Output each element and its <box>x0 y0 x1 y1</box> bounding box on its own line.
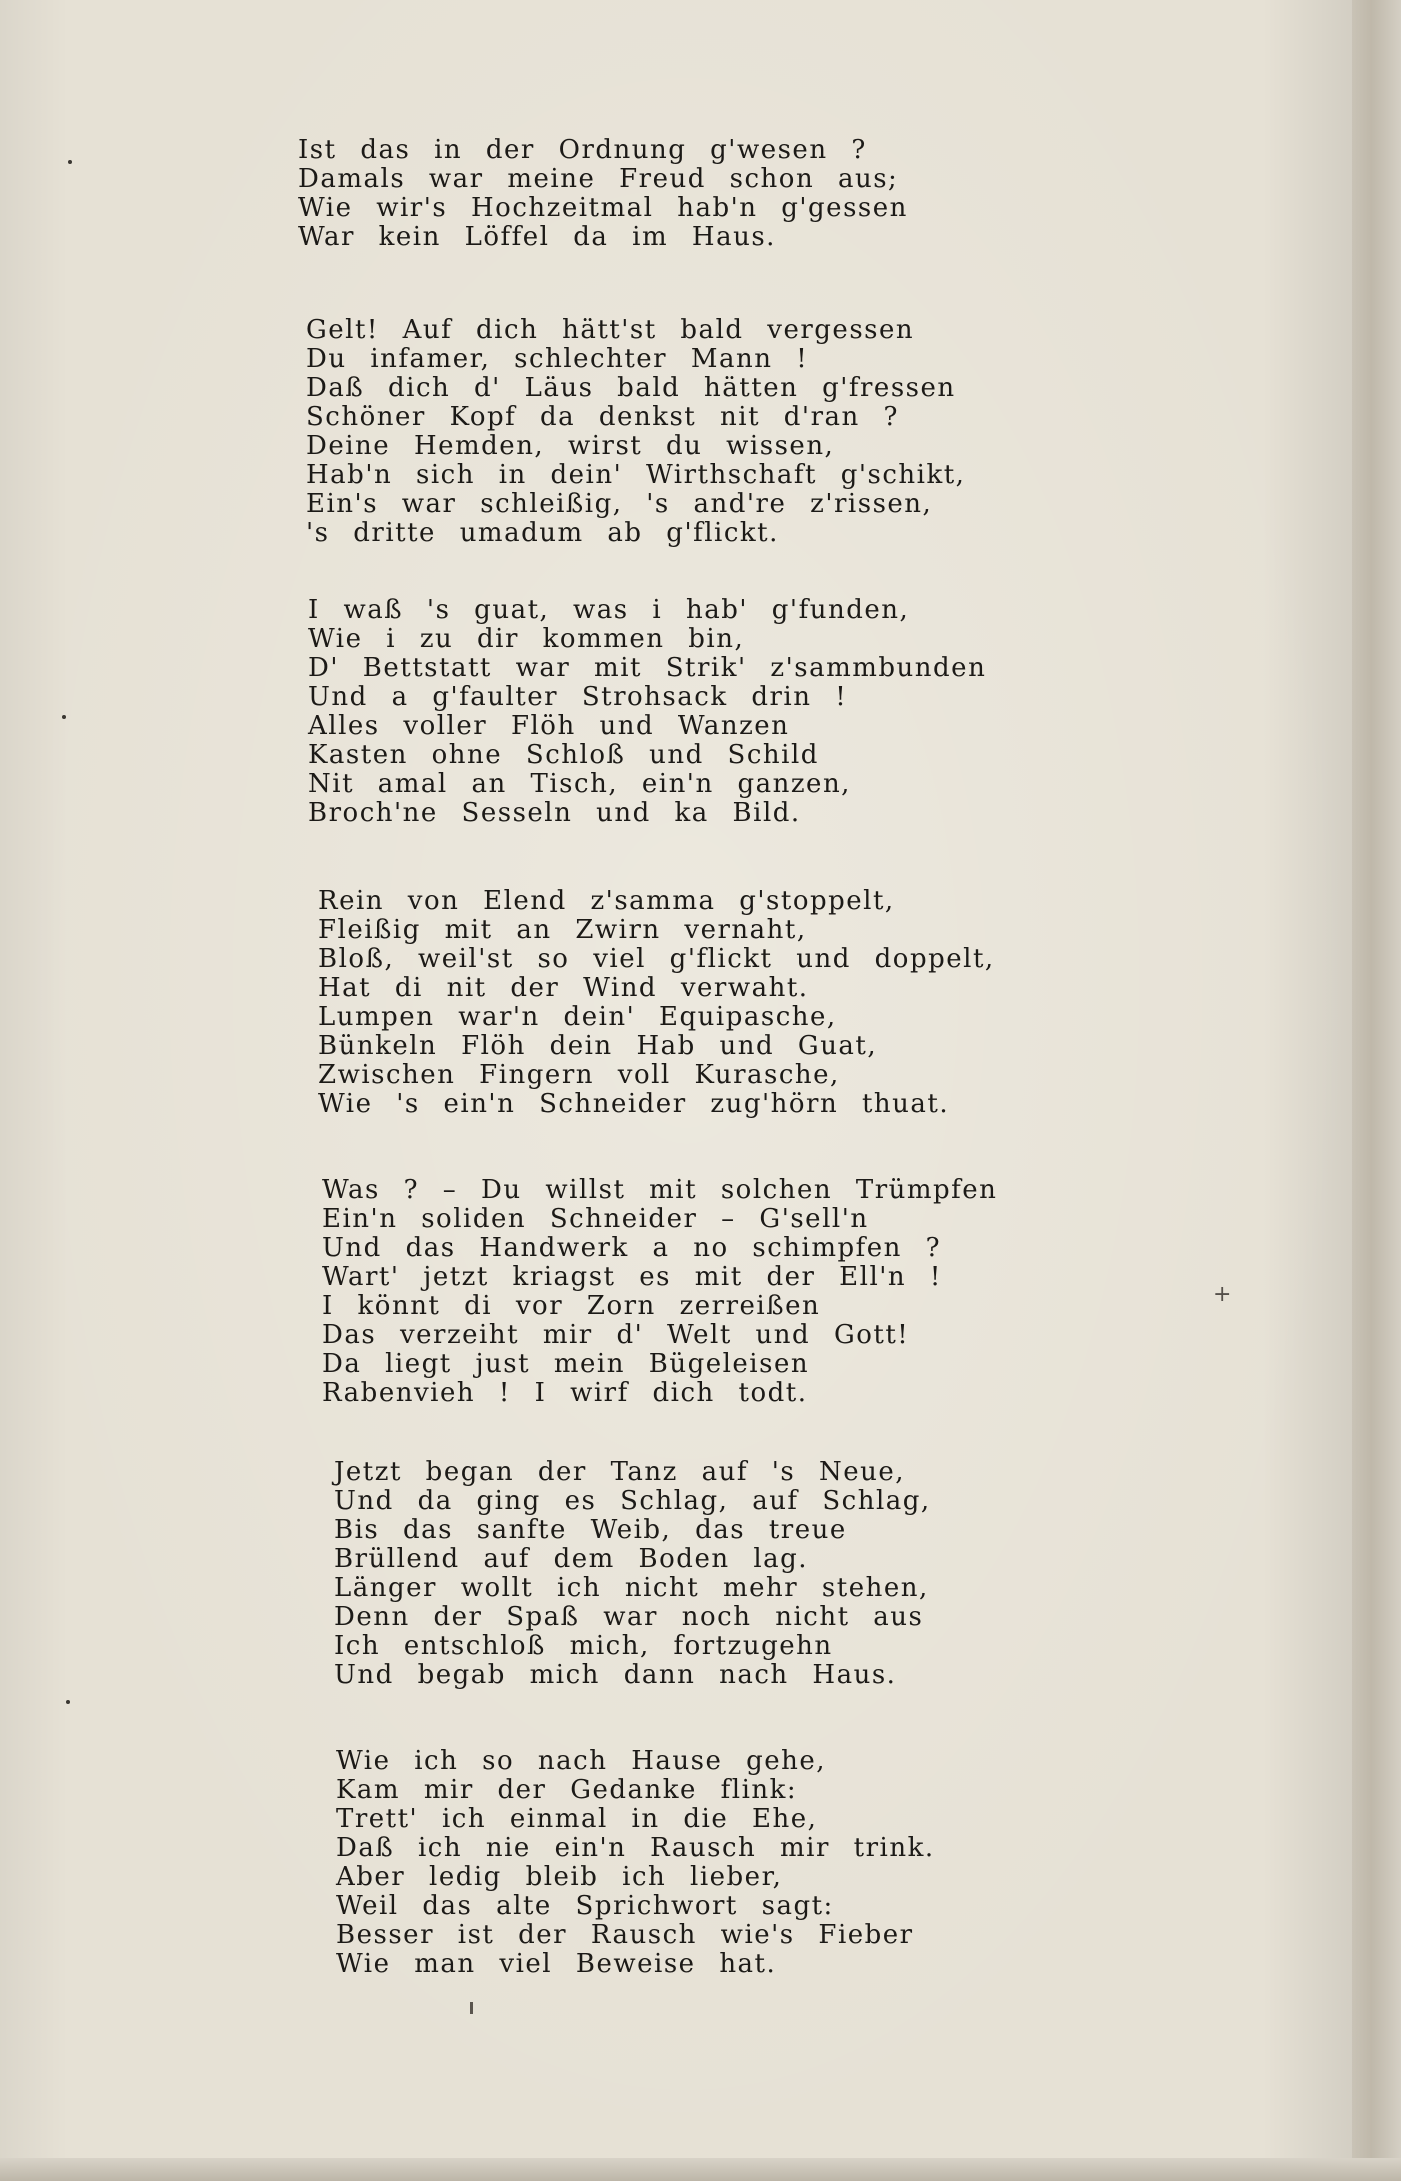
verse-line: Bloß, weil'st so viel g'flickt und doppelt, <box>318 944 995 974</box>
verse-line: Rabenvieh ! I wirf dich todt. <box>322 1378 808 1408</box>
verse-line: Länger wollt ich nicht mehr stehen, <box>334 1573 929 1603</box>
verse-line: Kasten ohne Schloß und Schild <box>308 740 819 770</box>
verse-line: Zwischen Fingern voll Kurasche, <box>318 1060 840 1090</box>
verse-line: Weil das alte Sprichwort sagt: <box>336 1891 834 1921</box>
stanza-1 <box>298 136 1058 252</box>
verse-line: Denn der Spaß war noch nicht aus <box>334 1602 924 1632</box>
verse-line: War kein Löffel da im Haus. <box>298 222 776 252</box>
verse-line: Daß ich nie ein'n Rausch mir trink. <box>336 1833 935 1863</box>
verse-line: Jetzt began der Tanz auf 's Neue, <box>334 1457 906 1487</box>
verse-line: Ich entschloß mich, fortzugehn <box>334 1631 833 1661</box>
verse-line: Das verzeiht mir d' Welt und Gott! <box>322 1320 910 1350</box>
registration-mark: + <box>1213 1282 1232 1307</box>
verse-line: Hab'n sich in dein' Wirthschaft g'schikt, <box>306 460 966 490</box>
verse-line: Alles voller Flöh und Wanzen <box>308 711 790 741</box>
verse-line: Schöner Kopf da denkst nit d'ran ? <box>306 402 899 432</box>
stanza-4 <box>318 887 1078 1119</box>
verse-line: Ein'n soliden Schneider – G'sell'n <box>322 1204 869 1234</box>
stanza-6 <box>334 1458 1094 1690</box>
stanza-5 <box>322 1176 1082 1408</box>
verse-line: Bünkeln Flöh dein Hab und Guat, <box>318 1031 878 1061</box>
verse-line: Aber ledig bleib ich lieber, <box>336 1862 783 1892</box>
verse-line: Du infamer, schlechter Mann ! <box>306 344 809 374</box>
verse-line: Deine Hemden, wirst du wissen, <box>306 431 835 461</box>
verse-line: I waß 's guat, was i hab' g'funden, <box>308 595 910 625</box>
verse-line: Hat di nit der Wind verwaht. <box>318 973 809 1003</box>
verse-line: Was ? – Du willst mit solchen Trümpfen <box>322 1175 998 1205</box>
verse-line: D' Bettstatt war mit Strik' z'sammbunden <box>308 653 987 683</box>
verse-line: Wie ich so nach Hause gehe, <box>336 1746 827 1776</box>
stanza-3 <box>308 596 1068 828</box>
verse-line: Wie man viel Beweise hat. <box>336 1949 777 1979</box>
verse-line: Bis das sanfte Weib, das treue <box>334 1515 847 1545</box>
verse-line: Und das Handwerk a no schimpfen ? <box>322 1233 942 1263</box>
verse-line: Trett' ich einmal in die Ehe, <box>336 1804 818 1834</box>
verse-line: Daß dich d' Läus bald hätten g'fressen <box>306 373 956 403</box>
verse-line: Wart' jetzt kriagst es mit der Ell'n ! <box>322 1262 942 1292</box>
verse-line: Wie 's ein'n Schneider zug'hörn thuat. <box>318 1089 950 1119</box>
verse-line: Wie wir's Hochzeitmal hab'n g'gessen <box>298 193 908 223</box>
verse-line: 's dritte umadum ab g'flickt. <box>306 518 779 548</box>
verse-line: Nit amal an Tisch, ein'n ganzen, <box>308 769 851 799</box>
verse-line: Gelt! Auf dich hätt'st bald vergessen <box>306 315 915 345</box>
stanza-7 <box>336 1747 1096 1979</box>
verse-line: Und da ging es Schlag, auf Schlag, <box>334 1486 931 1516</box>
verse-line: Und begab mich dann nach Haus. <box>334 1660 897 1690</box>
verse-line: Broch'ne Sesseln und ka Bild. <box>308 798 801 828</box>
verse-line: Rein von Elend z'samma g'stoppelt, <box>318 886 895 916</box>
verse-line: Damals war meine Freud schon aus; <box>298 164 899 194</box>
verse-line: I könnt di vor Zorn zerreißen <box>322 1291 821 1321</box>
verse-line: Lumpen war'n dein' Equipasche, <box>318 1002 837 1032</box>
verse-line: Fleißig mit an Zwirn vernaht, <box>318 915 807 945</box>
verse-line: Ist das in der Ordnung g'wesen ? <box>298 135 867 165</box>
verse-line: Besser ist der Rausch wie's Fieber <box>336 1920 914 1950</box>
verse-line: Da liegt just mein Bügeleisen <box>322 1349 810 1379</box>
stanza-2 <box>306 316 1066 548</box>
verse-line: Kam mir der Gedanke flink: <box>336 1775 798 1805</box>
verse-line: Brüllend auf dem Boden lag. <box>334 1544 809 1574</box>
verse-line: Wie i zu dir kommen bin, <box>308 624 745 654</box>
page-right-edge <box>1352 0 1401 2181</box>
verse-line: Ein's war schleißig, 's and're z'rissen, <box>306 489 933 519</box>
verse-line: Und a g'faulter Strohsack drin ! <box>308 682 848 712</box>
